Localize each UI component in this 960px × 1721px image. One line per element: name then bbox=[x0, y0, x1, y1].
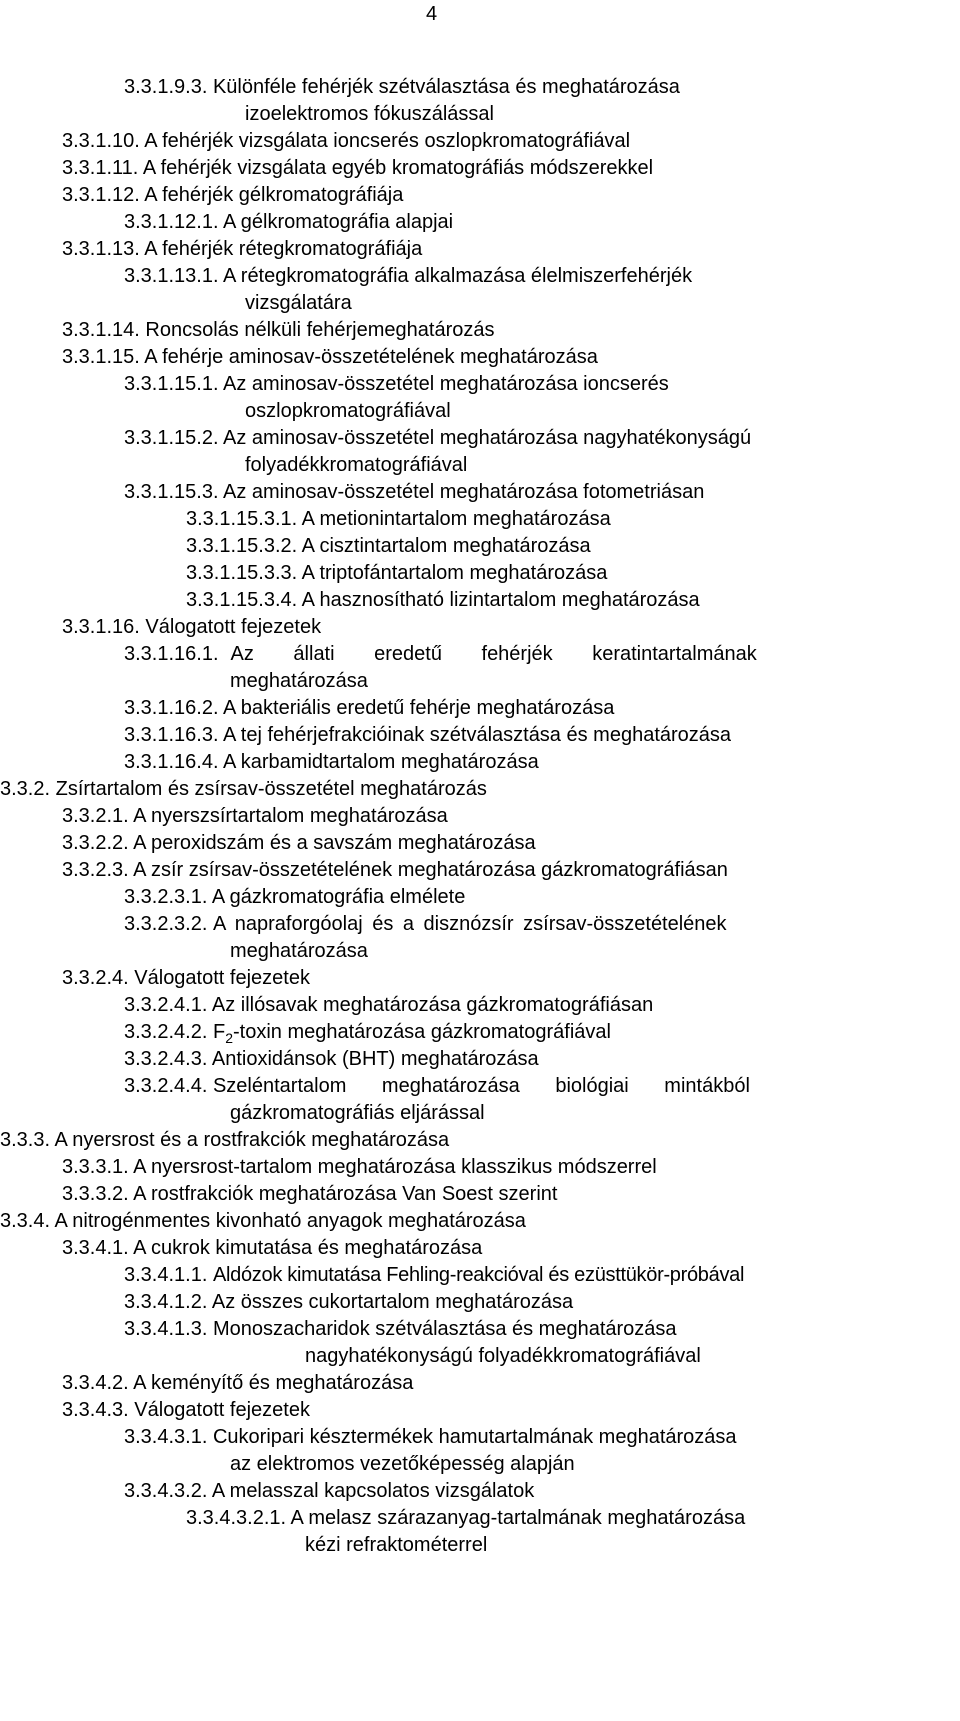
toc-number: 3.3.1.14. bbox=[62, 319, 140, 341]
toc-title bbox=[212, 1021, 611, 1046]
toc-entry bbox=[62, 1370, 413, 1396]
toc-title: A cisztintartalom meghatározása bbox=[301, 535, 591, 557]
toc-title: A karbamidtartalom meghatározása bbox=[222, 751, 539, 773]
toc-number: 3.3.1.12.1. bbox=[124, 211, 219, 233]
toc-number: 3.3.4.1.1. bbox=[124, 1264, 208, 1286]
toc-number: 3.3.2.1. bbox=[62, 805, 129, 827]
toc-entry bbox=[124, 722, 731, 748]
toc-title: A fehérjék rétegkromatográfiája bbox=[144, 238, 423, 260]
toc-title: A tej fehérjefrakcióinak szétválasztása és meghatározása bbox=[222, 724, 732, 746]
toc-title: A bakteriális eredetű fehérje meghatározása bbox=[222, 697, 615, 719]
toc-title: Zsírtartalom és zsírsav-összetétel meghatározás bbox=[55, 778, 487, 800]
toc-title: A nyersrost és a rostfrakciók meghatározása bbox=[54, 1129, 450, 1151]
toc-title: A peroxidszám és a savszám meghatározása bbox=[133, 832, 536, 854]
toc-number: 3.3.4.3.2. bbox=[124, 1480, 208, 1502]
toc-number: 3.3.2.3.2. bbox=[124, 913, 208, 935]
toc-entry bbox=[62, 803, 448, 829]
toc-title: A gázkromatográfia elmélete bbox=[211, 886, 466, 908]
toc-number: 3.3.1.16.2. bbox=[124, 697, 219, 719]
toc-entry bbox=[186, 506, 611, 532]
toc-entry bbox=[186, 1505, 745, 1531]
toc-number: 3.3.1.16.4. bbox=[124, 751, 219, 773]
toc-title: Különféle fehérjék szétválasztása és meghatározása bbox=[212, 76, 680, 98]
toc-number: 3.3.3. bbox=[0, 1129, 51, 1151]
toc-title: Az állati eredetű fehérjék keratintartalmának bbox=[230, 643, 757, 665]
toc-title: A cukrok kimutatása és meghatározása bbox=[133, 1237, 483, 1259]
toc-number: 3.3.2.4.4. bbox=[124, 1075, 208, 1097]
toc-entry bbox=[0, 776, 487, 802]
toc-entry bbox=[186, 587, 700, 613]
toc-title-subscript: 2 bbox=[225, 1030, 233, 1046]
toc-number: 3.3.4. bbox=[0, 1210, 51, 1232]
toc-title: Válogatott fejezetek bbox=[134, 1399, 310, 1421]
toc-entry bbox=[124, 641, 840, 667]
toc-number: 3.3.1.15.3. bbox=[124, 481, 219, 503]
toc-title: A fehérjék vizsgálata ioncserés oszlopkromatográfiával bbox=[144, 130, 631, 152]
toc-number: 3.3.1.10. bbox=[62, 130, 140, 152]
toc-number: 3.3.4.3.2.1. bbox=[186, 1507, 287, 1529]
toc-number: 3.3.3.2. bbox=[62, 1183, 129, 1205]
page-number: 4 bbox=[426, 3, 438, 25]
toc-title: A napraforgóolaj és a disznózsír zsírsav-összetételének bbox=[212, 913, 727, 935]
toc-entry bbox=[62, 317, 495, 343]
toc-title: Az aminosav-összetétel meghatározása ioncserés bbox=[222, 373, 669, 395]
toc-entry bbox=[62, 128, 630, 154]
toc-entry bbox=[124, 425, 751, 451]
toc-entry bbox=[62, 1181, 557, 1207]
toc-continuation: meghatározása bbox=[230, 670, 368, 692]
toc-number: 3.3.1.15.3.2. bbox=[186, 535, 298, 557]
toc-number: 3.3.1.15. bbox=[62, 346, 140, 368]
toc-title: A fehérjék vizsgálata egyéb kromatográfiás módszerekkel bbox=[142, 157, 654, 179]
toc-continuation: vizsgálatára bbox=[245, 292, 352, 314]
toc-entry bbox=[62, 857, 728, 883]
toc-title: Az illósavak meghatározása gázkromatográfiásan bbox=[211, 994, 654, 1016]
toc-title: A hasznosítható lizintartalom meghatározása bbox=[301, 589, 700, 611]
toc-number: 3.3.4.3. bbox=[62, 1399, 129, 1421]
toc-number: 3.3.2.3.1. bbox=[124, 886, 208, 908]
toc-title: Az összes cukortartalom meghatározása bbox=[211, 1291, 574, 1313]
toc-continuation: izoelektromos fókuszálással bbox=[245, 103, 494, 125]
toc-number: 3.3.2.2. bbox=[62, 832, 129, 854]
toc-entry bbox=[62, 830, 536, 856]
toc-title: Roncsolás nélküli fehérjemeghatározás bbox=[145, 319, 495, 341]
toc-number: 3.3.1.13. bbox=[62, 238, 140, 260]
toc-title-formula: F bbox=[212, 1021, 226, 1043]
toc-continuation: nagyhatékonyságú folyadékkromatográfiával bbox=[305, 1345, 701, 1367]
toc-entry bbox=[62, 182, 403, 208]
toc-entry bbox=[124, 911, 840, 937]
toc-continuation: kézi refraktométerrel bbox=[305, 1534, 488, 1556]
toc-title-justified bbox=[231, 641, 840, 667]
toc-title: A nyerszsírtartalom meghatározása bbox=[133, 805, 448, 827]
toc-number: 3.3.3.1. bbox=[62, 1156, 129, 1178]
toc-title: A nyersrost-tartalom meghatározása klasszikus módszerrel bbox=[133, 1156, 657, 1178]
toc-entry bbox=[124, 1289, 573, 1315]
toc-continuation: folyadékkromatográfiával bbox=[245, 454, 468, 476]
toc-entry bbox=[62, 614, 321, 640]
toc-entry bbox=[0, 1127, 449, 1153]
toc-number: 3.3.1.15.3.3. bbox=[186, 562, 298, 584]
toc-entry bbox=[62, 344, 598, 370]
toc-title: Szeléntartalom meghatározása biológiai mintákból bbox=[212, 1075, 750, 1097]
toc-number: 3.3.2.4. bbox=[62, 967, 129, 989]
toc-number: 3.3.2.4.3. bbox=[124, 1048, 208, 1070]
toc-number: 3.3.1.9.3. bbox=[124, 76, 208, 98]
toc-entry bbox=[62, 1235, 482, 1261]
toc-number: 3.3.1.16.1. bbox=[124, 643, 219, 665]
toc-entry bbox=[186, 533, 591, 559]
toc-title: A nitrogénmentes kivonható anyagok meghatározása bbox=[54, 1210, 526, 1232]
toc-entry bbox=[62, 1397, 310, 1423]
toc-number: 3.3.4.1.3. bbox=[124, 1318, 208, 1340]
toc-entry bbox=[124, 884, 465, 910]
toc-title: A gélkromatográfia alapjai bbox=[222, 211, 454, 233]
toc-title: A melasz szárazanyag-tartalmának meghatározása bbox=[290, 1507, 746, 1529]
toc-entry bbox=[124, 1424, 737, 1450]
toc-number: 3.3.4.3.1. bbox=[124, 1426, 208, 1448]
toc-continuation: gázkromatográfiás eljárással bbox=[230, 1102, 485, 1124]
toc-entry bbox=[0, 1208, 526, 1234]
toc-number: 3.3.1.11. bbox=[62, 157, 139, 179]
toc-entry bbox=[186, 560, 607, 586]
toc-entry bbox=[124, 1262, 744, 1288]
toc-number: 3.3.4.1. bbox=[62, 1237, 129, 1259]
toc-title: Válogatott fejezetek bbox=[145, 616, 322, 638]
toc-entry bbox=[124, 749, 539, 775]
toc-title: Válogatott fejezetek bbox=[134, 967, 310, 989]
toc-entry bbox=[62, 236, 422, 262]
toc-continuation: oszlopkromatográfiával bbox=[245, 400, 451, 422]
toc-title: A rétegkromatográfia alkalmazása élelmiszerfehérjék bbox=[222, 265, 693, 287]
toc-entry bbox=[124, 1478, 534, 1504]
toc-entry bbox=[124, 1046, 539, 1072]
toc-title: Monoszacharidok szétválasztása és meghatározása bbox=[212, 1318, 677, 1340]
toc-title: Cukoripari késztermékek hamutartalmának meghatározása bbox=[212, 1426, 737, 1448]
toc-title: A keményítő és meghatározása bbox=[133, 1372, 414, 1394]
toc-number: 3.3.4.2. bbox=[62, 1372, 129, 1394]
toc-continuation: meghatározása bbox=[230, 940, 368, 962]
toc-entry bbox=[124, 371, 669, 397]
toc-title: A zsír zsírsav-összetételének meghatározása gázkromatográfiásan bbox=[133, 859, 728, 881]
toc-entry bbox=[124, 209, 453, 235]
toc-entry bbox=[62, 965, 310, 991]
toc-title: A metionintartalom meghatározása bbox=[301, 508, 611, 530]
toc-number: 3.3.2.4.1. bbox=[124, 994, 208, 1016]
toc-title: A rostfrakciók meghatározása Van Soest szerint bbox=[133, 1183, 558, 1205]
toc-number: 3.3.2. bbox=[0, 778, 51, 800]
toc-title: Aldózok kimutatása Fehling-reakcióval és ezüsttükör-próbával bbox=[212, 1264, 745, 1286]
toc-title: Antioxidánsok (BHT) meghatározása bbox=[211, 1048, 539, 1070]
toc-number: 3.3.4.1.2. bbox=[124, 1291, 208, 1313]
toc-number: 3.3.1.16.3. bbox=[124, 724, 219, 746]
toc-number: 3.3.1.15.1. bbox=[124, 373, 219, 395]
toc-number: 3.3.1.15.3.1. bbox=[186, 508, 298, 530]
toc-title: A triptofántartalom meghatározása bbox=[301, 562, 608, 584]
toc-number: 3.3.1.12. bbox=[62, 184, 140, 206]
toc-number: 3.3.1.13.1. bbox=[124, 265, 219, 287]
toc-number: 3.3.2.4.2. bbox=[124, 1021, 208, 1043]
toc-entry bbox=[124, 263, 692, 289]
toc-entry bbox=[124, 1073, 750, 1099]
toc-number: 3.3.2.3. bbox=[62, 859, 129, 881]
toc-entry bbox=[124, 1316, 677, 1342]
toc-title: Az aminosav-összetétel meghatározása nagyhatékonyságú bbox=[222, 427, 752, 449]
toc-entry bbox=[124, 74, 680, 100]
toc-entry bbox=[124, 695, 614, 721]
toc-title: A melasszal kapcsolatos vizsgálatok bbox=[211, 1480, 535, 1502]
toc-entry bbox=[124, 479, 704, 505]
toc-entry bbox=[62, 155, 653, 181]
toc-continuation: az elektromos vezetőképesség alapján bbox=[230, 1453, 575, 1475]
toc-entry bbox=[124, 992, 653, 1018]
toc-number: 3.3.1.15.3.4. bbox=[186, 589, 298, 611]
toc-entry bbox=[62, 1154, 657, 1180]
toc-title: Az aminosav-összetétel meghatározása fotometriásan bbox=[222, 481, 705, 503]
toc-number: 3.3.1.16. bbox=[62, 616, 140, 638]
toc-title: A fehérjék gélkromatográfiája bbox=[144, 184, 404, 206]
toc-number: 3.3.1.15.2. bbox=[124, 427, 219, 449]
toc-title-rest: -toxin meghatározása gázkromatográfiával bbox=[232, 1021, 611, 1043]
toc-title: A fehérje aminosav-összetételének meghatározása bbox=[144, 346, 598, 368]
